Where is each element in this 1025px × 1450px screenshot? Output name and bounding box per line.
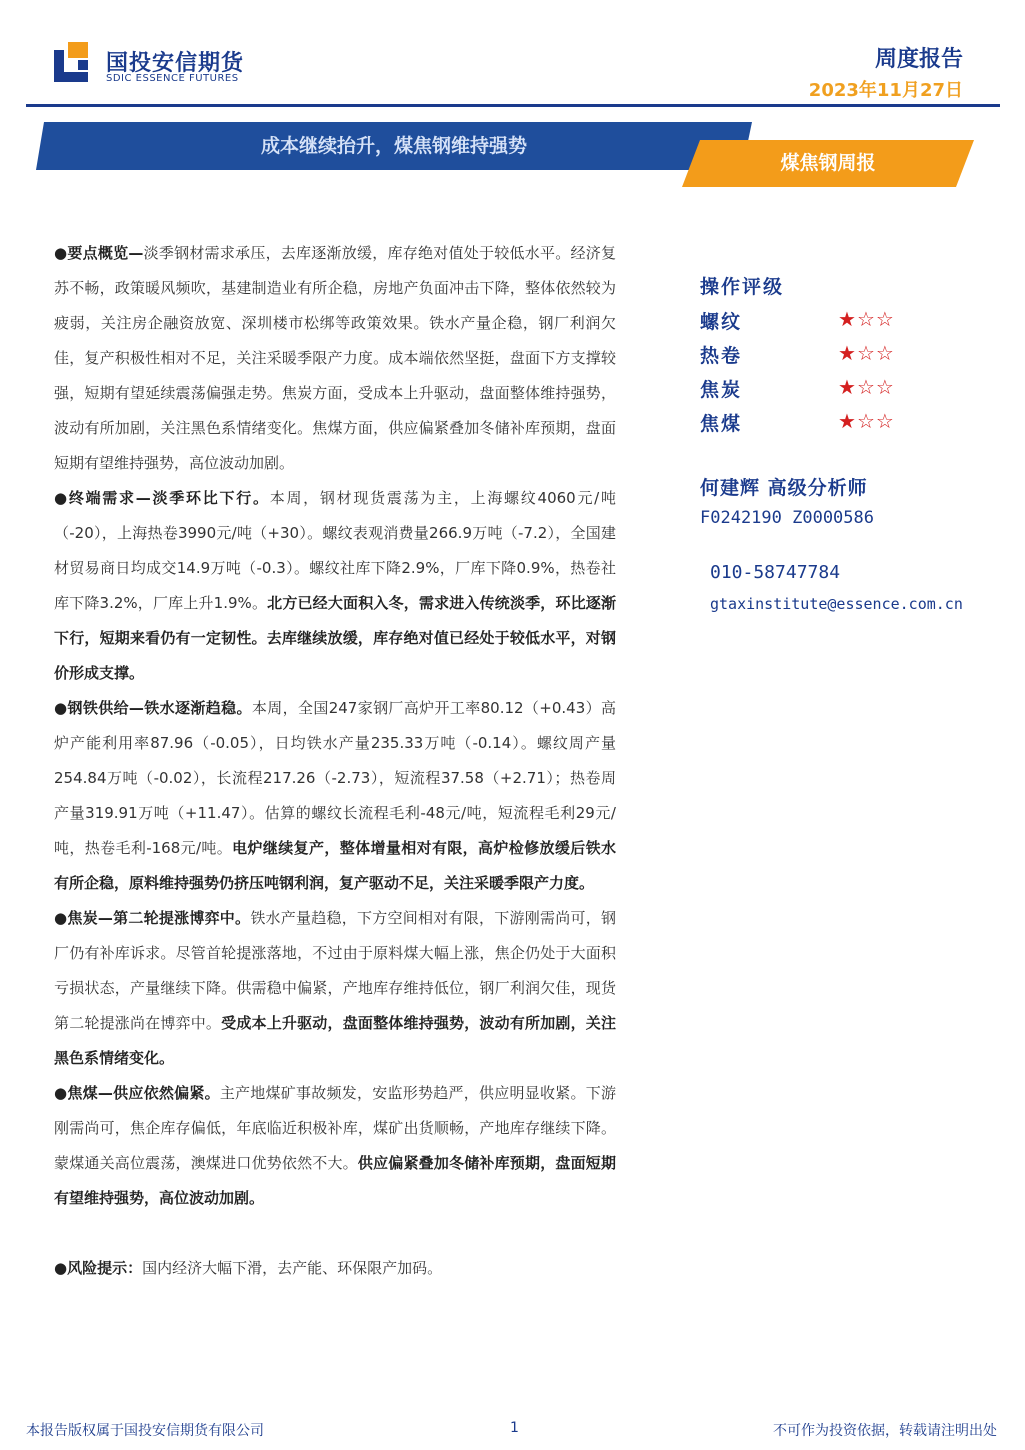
section-text: 本周，钢材现货震荡为主，上海螺纹4060元/吨（-20），上海热卷3990元/吨（+30）。螺纹表观消费量266.9万吨（-7.2），全国建材贸易商日均成交14.9万吨（-0.3）。螺纹社库下降2.9%，厂库下降0.9%，热卷社库下降3.2%，厂库上升1.9%。 (54, 489, 616, 612)
bullet-icon: ● (54, 244, 68, 262)
star-rating-icon (838, 409, 895, 433)
star-empty-icon: ☆ (875, 375, 895, 399)
rating-list (700, 307, 1025, 443)
rating-row (700, 341, 1025, 375)
section-conclusion: 北方已经大面积入冬，需求进入传统淡季，环比逐渐下行，短期来看仍有一定韧性。去库继续放缓，库存绝对值已经处于较低水平，对钢价形成支撑。 (54, 594, 616, 682)
rating-row (700, 307, 1025, 341)
bullet-icon: ● (54, 489, 69, 507)
company-name-cn: 国投安信期货 (106, 51, 245, 76)
star-empty-icon: ☆ (875, 341, 895, 365)
rating-row (700, 375, 1025, 409)
section-heading: 要点概览— (67, 244, 144, 262)
page-number: 1 (510, 1420, 519, 1436)
report-date: 2023年11月27日 (808, 80, 963, 101)
footer-notice: 不可作为投资依据，转载请注明出处 (773, 1423, 997, 1439)
rating-row (700, 409, 1025, 443)
bullet-icon: ● (54, 1084, 68, 1102)
rating-title: 操作评级 (700, 276, 785, 298)
analyst-cert: F0242190 Z0000586 (700, 508, 874, 528)
section-heading: 焦炭—第二轮提涨博弈中。 (67, 909, 251, 927)
section-supply (54, 691, 616, 901)
star-filled-icon: ★ (838, 307, 857, 331)
section-heading: 焦煤—供应依然偏紧。 (67, 1084, 220, 1102)
report-body (54, 236, 616, 1286)
section-conclusion: 电炉继续复产，整体增量相对有限，高炉检修放缓后铁水有所企稳，原料维持强势仍挤压吨钢利润，复产驱动不足，关注采暖季限产力度。 (54, 839, 616, 892)
star-filled-icon: ★ (838, 341, 857, 365)
section-coking-coal (54, 1076, 616, 1216)
section-text: 本周，全国247家钢厂高炉开工率80.12（+0.43）高炉产能利用率87.96（-0.05），日均铁水产量235.33万吨（-0.14）。螺纹周产量254.84万吨（-0.02），长流程217.26（-2.73），短流程37.58（+2.71）；热卷周产量319.91万吨（+11.47）。估算的螺纹长流程毛利-48元/吨，短流程毛利29元/吨，热卷毛利-168元/吨。 (54, 699, 617, 857)
rating-name: 螺纹 (700, 311, 743, 333)
section-text: 淡季钢材需求承压，去库逐渐放缓，库存绝对值处于较低水平。经济复苏不畅，政策暖风频吹，基建制造业有所企稳，房地产负面冲击下降，整体依然较为疲弱，关注房企融资放宽、深圳楼市松绑等政策效果。铁水产量企稳，钢厂利润欠佳，复产积极性相对不足，关注采暖季限产力度。成本端依然坚挺，盘面下方支撑较强，短期有望延续震荡偏强走势。焦炭方面，受成本上升驱动，盘面整体维持强势，波动有所加剧，关注黑色系情绪变化。焦煤方面，供应偏紧叠加冬储补库预期，盘面短期有望维持强势，高位波动加剧。 (54, 244, 616, 472)
star-empty-icon: ☆ (856, 307, 876, 331)
report-title: 成本继续抬升，煤焦钢维持强势 (260, 135, 527, 157)
section-heading: 钢铁供给—铁水逐渐趋稳。 (67, 699, 252, 717)
risk-heading: 风险提示： (67, 1259, 143, 1277)
star-rating-icon (838, 307, 895, 331)
section-overview (54, 236, 616, 481)
star-empty-icon: ☆ (856, 375, 876, 399)
footer-copyright: 本报告版权属于国投安信期货有限公司 (26, 1423, 264, 1439)
section-demand (54, 481, 616, 691)
analyst-phone: 010-58747784 (710, 562, 841, 583)
company-name-en: SDIC ESSENCE FUTURES (106, 73, 239, 84)
risk-text: 国内经济大幅下滑，去产能、环保限产加码。 (142, 1259, 443, 1277)
star-rating-icon (838, 375, 895, 399)
star-empty-icon: ☆ (875, 307, 895, 331)
star-empty-icon: ☆ (875, 409, 895, 433)
rating-name: 焦煤 (700, 413, 743, 435)
star-filled-icon: ★ (838, 375, 857, 399)
bullet-icon: ● (54, 1259, 68, 1277)
rating-name: 热卷 (700, 345, 743, 367)
section-coke (54, 901, 616, 1076)
section-conclusion: 供应偏紧叠加冬储补库预期，盘面短期有望维持强势，高位波动加剧。 (54, 1154, 616, 1207)
section-text: 主产地煤矿事故频发，安监形势趋严，供应明显收紧。下游刚需尚可，焦企库存偏低，年底临近积极补库，煤矿出货顺畅，产地库存继续下降。蒙煤通关高位震荡，澳煤进口优势依然不大。 (54, 1084, 616, 1172)
header-divider (26, 104, 1000, 107)
report-category: 煤焦钢周报 (780, 152, 876, 174)
star-filled-icon: ★ (838, 409, 857, 433)
section-heading: 终端需求—淡季环比下行。 (68, 489, 270, 507)
company-logo-icon (54, 42, 98, 82)
rating-name: 焦炭 (700, 379, 743, 401)
star-empty-icon: ☆ (856, 409, 876, 433)
bullet-icon: ● (54, 699, 68, 717)
section-risk (54, 1251, 616, 1286)
report-type: 周度报告 (874, 47, 963, 72)
sidebar (700, 272, 1025, 613)
section-conclusion: 受成本上升驱动，盘面整体维持强势，波动有所加剧，关注黑色系情绪变化。 (54, 1014, 616, 1067)
analyst-name: 何建辉 高级分析师 (700, 477, 868, 499)
section-text: 铁水产量趋稳，下方空间相对有限，下游刚需尚可，钢厂仍有补库诉求。尽管首轮提涨落地，不过由于原料煤大幅上涨，焦企仍处于大面积亏损状态，产量继续下降。供需稳中偏紧，产地库存维持低位，钢厂利润欠佳，现货第二轮提涨尚在博弈中。 (54, 909, 616, 1032)
star-rating-icon (838, 341, 895, 365)
spacer (54, 1216, 616, 1251)
bullet-icon: ● (54, 909, 68, 927)
star-empty-icon: ☆ (856, 341, 876, 365)
analyst-email[interactable]: gtaxinstitute@essence.com.cn (710, 595, 963, 613)
